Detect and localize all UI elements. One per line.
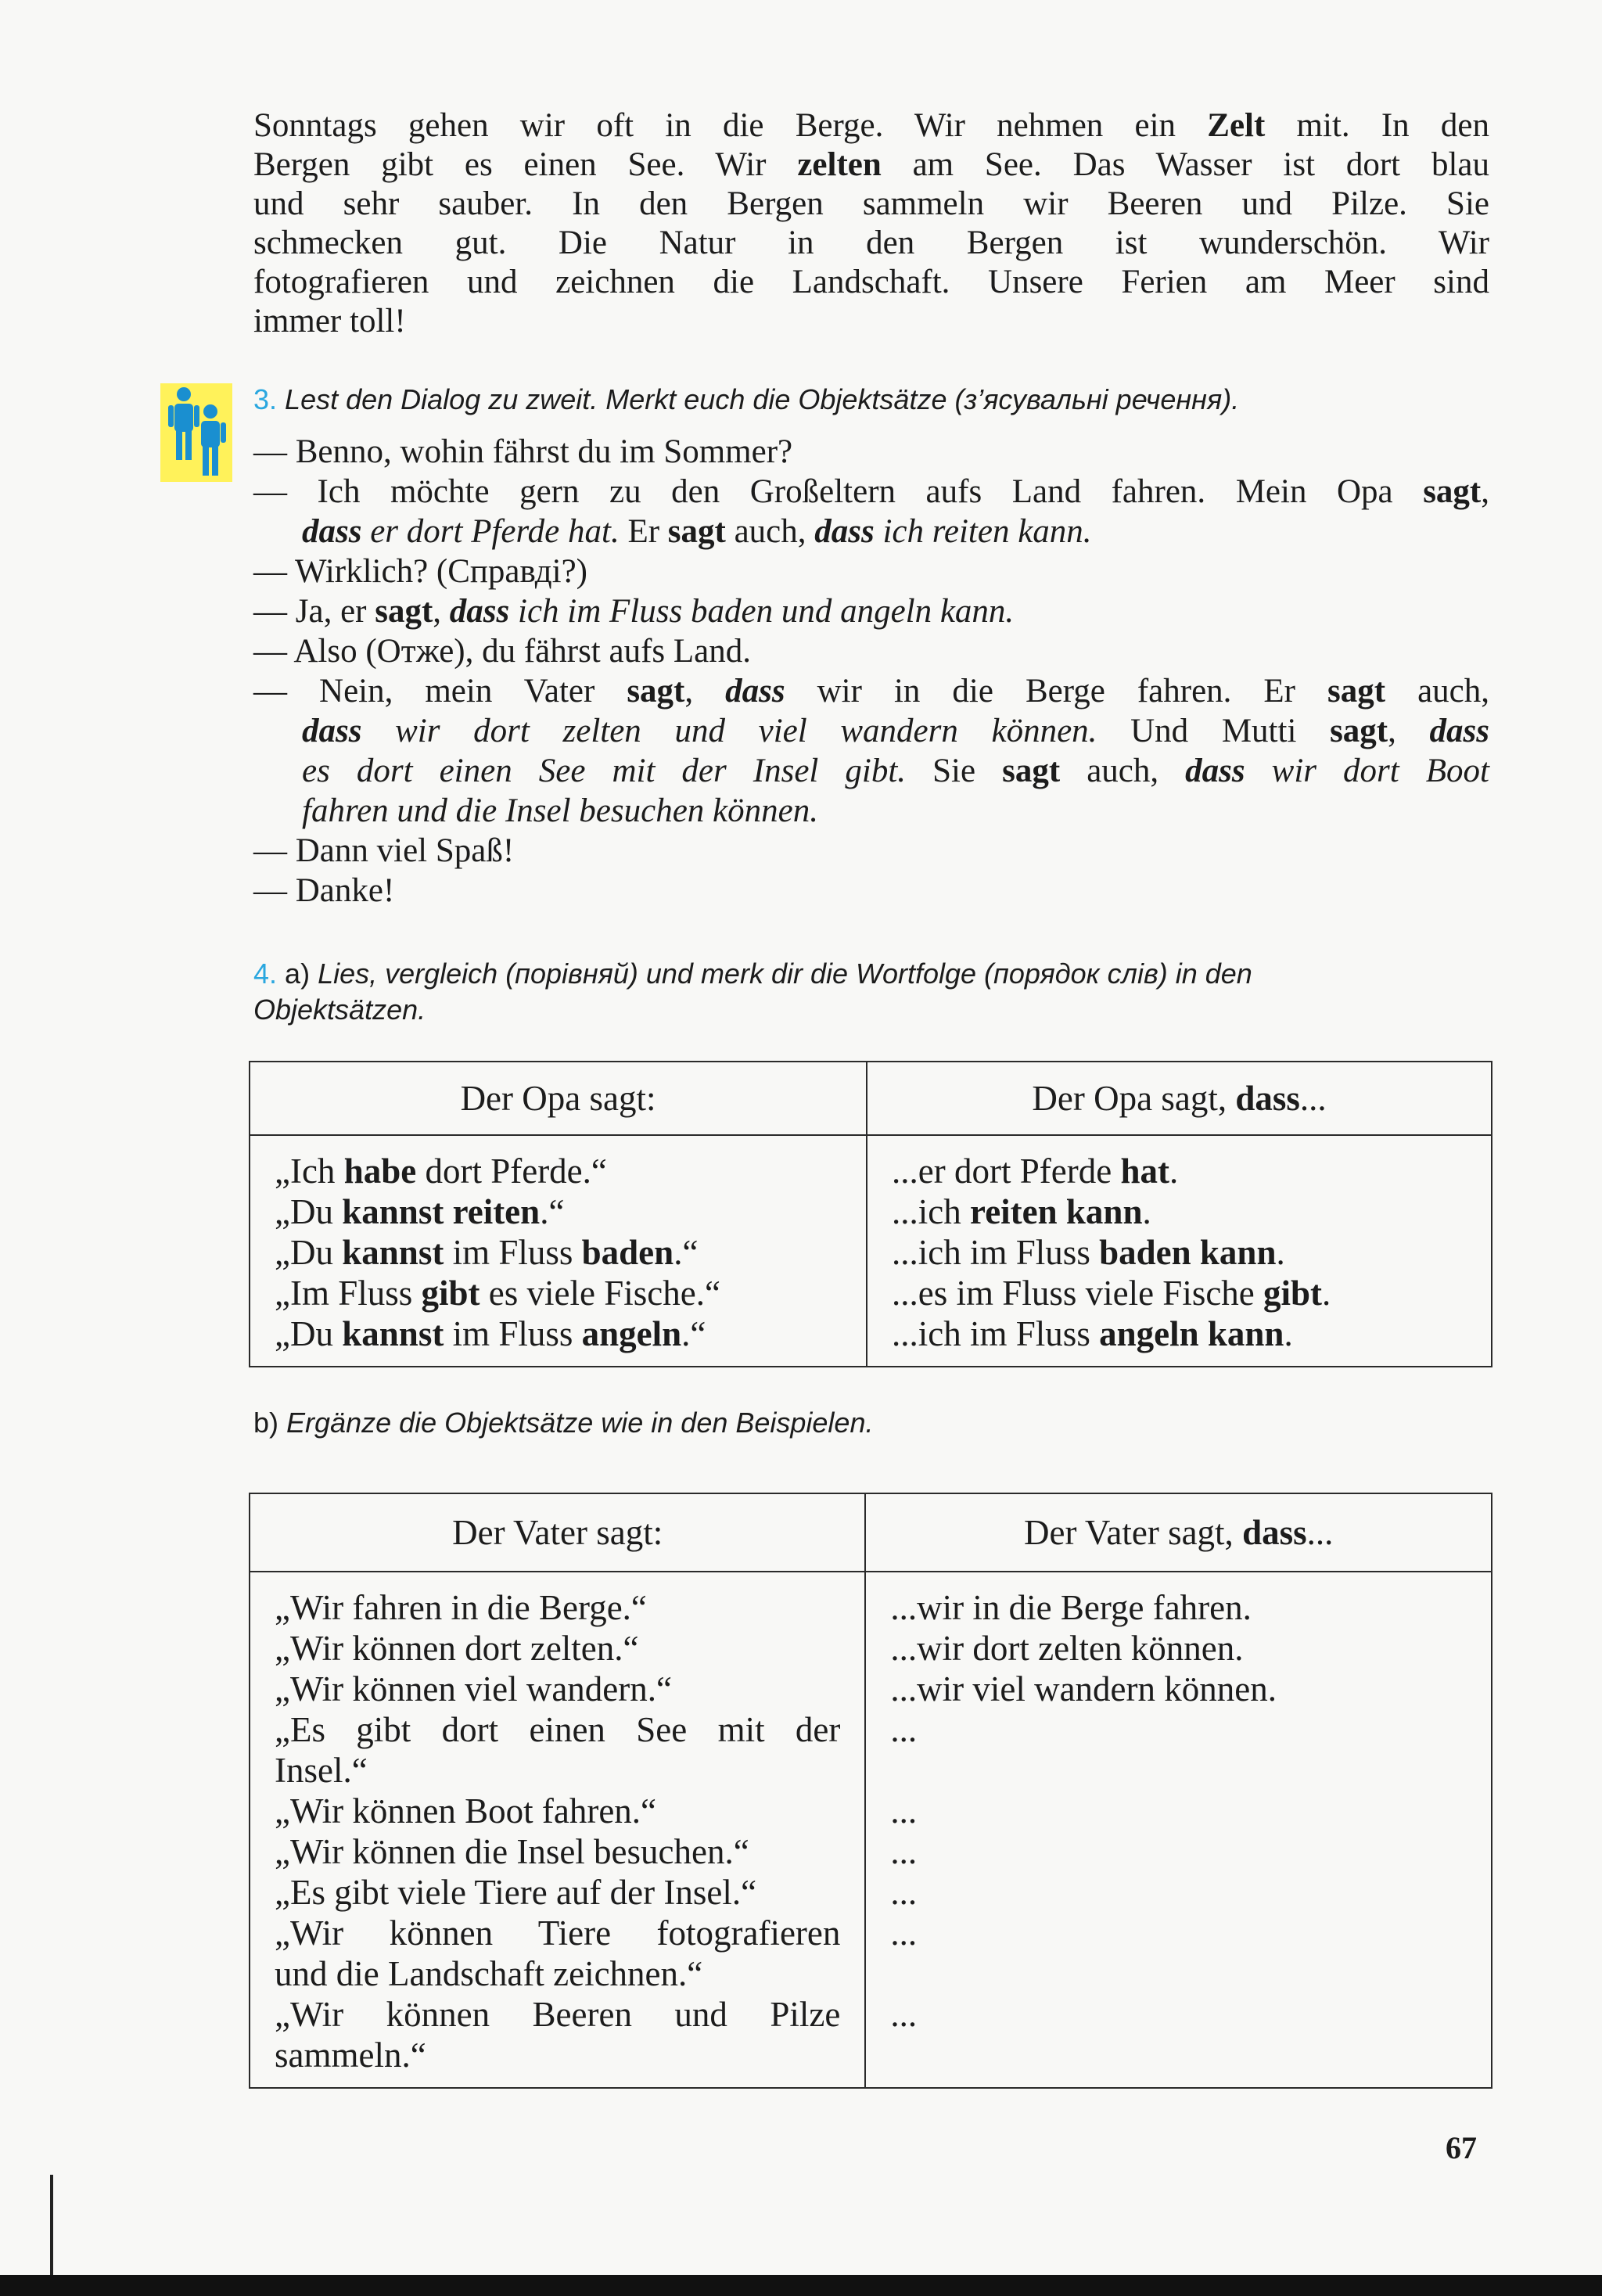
text-segment: .“ [673,1233,699,1272]
text-segment: sagt [375,593,433,630]
text-segment: sagt [1327,673,1386,710]
text-segment: auch, [1060,753,1186,789]
dialog-line [253,631,1489,671]
text-segment: dass [449,593,510,630]
vater-table [249,1493,1492,2089]
table-row [890,1953,1467,1994]
text-segment: ...wir in die Berge fahren. [890,1588,1252,1627]
text-segment: fahren und die Insel besuchen können. [302,792,818,829]
text-segment: baden kann [1099,1233,1277,1272]
intro-line [253,263,1489,302]
page-edge-mark [50,2175,53,2276]
text-segment: — Nein, mein Vater [253,673,627,710]
text-segment: sagt [627,673,685,710]
table-row [275,1273,842,1313]
text-segment: „Ich [275,1152,344,1191]
dialog-line [253,512,1489,552]
text-segment: , [1481,473,1489,510]
table-row [890,1831,1467,1872]
text-segment: ... [890,1832,918,1871]
text-segment: ...er dort Pferde [892,1152,1121,1191]
text-segment: habe [343,1152,417,1191]
text-segment: und die Landschaft zeichnen.“ [275,1954,703,1993]
table-row [275,1191,842,1232]
text-segment: am See. Das Wasser ist dort blau [881,146,1489,183]
table-row [890,1913,1467,1953]
table-row [890,1750,1467,1791]
opa-table-header-left: Der Opa sagt: [250,1062,867,1135]
text-segment: „Es gibt dort einen See mit der [275,1710,841,1749]
text-segment: „Im Fluss [275,1274,422,1313]
text-segment: angeln [581,1314,682,1353]
text-segment: — Benno, wohin fährst du im Sommer? [253,433,793,470]
text-segment: ich im Fluss baden und angeln kann. [509,593,1015,630]
text-segment: , [684,673,726,710]
text-segment: ... [890,1791,918,1831]
text-segment: dass [302,513,362,550]
text-segment: dort Pferde.“ [416,1152,607,1191]
text-segment: — Dann viel Spaß! [253,832,515,869]
intro-line [253,106,1489,146]
table-row [890,1669,1467,1709]
text-segment: ...ich im Fluss [892,1314,1100,1353]
table-row [890,1872,1467,1913]
table-row [275,1669,840,1709]
task4b-text: Ergänze die Objektsätze wie in den Beispielen. [286,1407,874,1439]
text-segment: kannst reiten [342,1192,541,1231]
text-segment: . [1322,1274,1331,1313]
dialog-line [253,791,1489,831]
task4a-text-line1: Lies, vergleich (порівняй) und merk dir die Wortfolge (порядок слів) in den [318,958,1252,990]
text-segment: dass [1185,753,1245,789]
text-segment: dass [725,673,785,710]
table-row [892,1191,1467,1232]
text-segment: — Danke! [253,872,395,909]
text-segment: immer toll! [253,303,406,340]
text-segment: dass [814,513,875,550]
task4a-text-line2: Objektsätzen. [253,993,426,1026]
text-segment: auch, [1385,673,1490,710]
text-segment: gibt [1263,1274,1323,1313]
table-row [275,1232,842,1273]
text-segment: dass [1429,713,1490,749]
table-row [275,1628,840,1669]
dialog [253,432,1489,911]
task4a-instruction [253,956,1489,1028]
dialog-line [253,871,1489,911]
text-segment: mit. In den [1265,107,1489,144]
scan-bottom-edge [0,2275,1602,2296]
vater-object-clauses [867,1573,1490,2086]
text-segment: , [433,593,450,630]
text-segment: sagt [1002,753,1061,789]
text-segment: „Du [275,1233,343,1272]
text-segment: ... [890,1995,918,2034]
table-row [890,1709,1467,1750]
table-row [275,1953,840,1994]
text-segment: — Wirklich? (Справді?) [253,553,587,590]
text-segment: „Wir können die Insel besuchen.“ [275,1832,749,1871]
text-segment: fotografieren und zeichnen die Landschaft. Unsere Ferien am Meer sind [253,264,1489,300]
text-segment: im Fluss [444,1233,582,1272]
pair-work-icon [160,383,232,482]
table-row [275,1151,842,1191]
text-segment: reiten kann [970,1192,1143,1231]
table-row [275,1709,840,1750]
text-segment: . [1276,1233,1285,1272]
table-row [275,2035,840,2075]
table-row [890,1587,1467,1628]
table-row [275,1994,840,2035]
text-segment: dass [302,713,362,749]
page-number: 67 [1446,2130,1477,2165]
text-segment: Sonntags gehen wir oft in die Berge. Wir nehmen ein [253,107,1208,144]
text-segment: — Also (Отже), du fährst aufs Land. [253,633,751,670]
text-segment: — Ich möchte gern zu den Großeltern aufs Land fahren. Mein Opa [253,473,1424,510]
text-segment: „Wir können viel wandern.“ [275,1669,672,1709]
text-segment: sagt [1423,473,1482,510]
table-row [892,1273,1467,1313]
table-row [275,1913,840,1953]
vater-table-header-left: Der Vater sagt: [250,1493,865,1572]
vater-table-header-right: Der Vater sagt, dass... [865,1493,1492,1572]
intro-paragraph [253,106,1489,341]
dialog-line [253,831,1489,871]
text-segment: „Wir können dort zelten.“ [275,1629,639,1668]
intro-line [253,302,1489,341]
text-segment: „Wir können Boot fahren.“ [275,1791,657,1831]
table-row [890,1628,1467,1669]
text-segment: und sehr sauber. In den Bergen sammeln wir Beeren und Pilze. Sie [253,185,1489,222]
text-segment: im Fluss [444,1314,582,1353]
opa-direct-speech [251,1137,865,1365]
task3-instruction-text: Lest den Dialog zu zweit. Merkt euch die Objektsätze (з’ясувальні речення). [285,383,1240,415]
dialog-line [253,671,1489,711]
text-segment: ...ich [892,1192,971,1231]
dialog-line [253,552,1489,591]
task4b-instruction [253,1407,1489,1439]
intro-line [253,224,1489,263]
task4-number: 4. [253,958,278,990]
text-segment: wir dort zelten und viel wandern können. [361,713,1097,749]
text-segment: Zelt [1207,107,1266,144]
text-segment: .“ [540,1192,565,1231]
text-segment: Insel.“ [275,1751,368,1790]
opa-object-clauses [868,1137,1490,1365]
text-segment: gibt [421,1274,480,1313]
task4b-label: b) [253,1407,279,1439]
intro-line [253,146,1489,185]
text-segment: „Du [275,1314,343,1353]
table-row [275,1313,842,1354]
text-segment: es dort einen See mit der Insel gibt. [302,753,907,789]
dialog-line [253,751,1489,791]
opa-table-header-right: Der Opa sagt, dass... [867,1062,1492,1135]
text-segment: ...ich im Fluss [892,1233,1100,1272]
text-segment: „Es gibt viele Tiere auf der Insel.“ [275,1873,757,1912]
text-segment: „Wir können Tiere fotografieren [275,1913,841,1953]
dialog-line [253,591,1489,631]
text-segment: — Ja, er [253,593,375,630]
intro-line [253,185,1489,224]
dialog-line [253,432,1489,472]
text-segment: .“ [681,1314,706,1353]
table-row [890,2035,1467,2075]
text-segment: „Du [275,1192,343,1231]
text-segment: Und Mutti [1097,713,1331,749]
table-row [275,1750,840,1791]
dialog-line [253,472,1489,512]
text-segment: ...es im Fluss viele Fische [892,1274,1264,1313]
text-segment: ...wir dort zelten können. [890,1629,1244,1668]
text-segment: ...wir viel wandern können. [890,1669,1277,1709]
text-segment: sagt [1330,713,1388,749]
text-segment: auch, [725,513,815,550]
text-segment: . [1142,1192,1151,1231]
text-segment: ... [890,1913,918,1953]
text-segment: , [1388,713,1430,749]
text-segment: ... [890,1710,918,1749]
text-segment: Bergen gibt es einen See. Wir [253,146,798,183]
text-segment: kannst [342,1233,444,1272]
text-segment: baden [581,1233,674,1272]
table-row [275,1872,840,1913]
dialog-line [253,711,1489,751]
vater-direct-speech [251,1573,864,2086]
table-row [892,1151,1467,1191]
table-row [890,1791,1467,1831]
text-segment: er dort Pferde hat. [361,513,620,550]
table-row [892,1232,1467,1273]
text-segment: . [1169,1152,1179,1191]
text-segment: sagt [667,513,726,550]
task3-number: 3. [253,383,278,415]
text-segment: ... [890,1873,918,1912]
text-segment: „Wir können Beeren und Pilze [275,1995,841,2034]
text-segment: Sie [906,753,1003,789]
table-row [275,1587,840,1628]
text-segment: ich reiten kann. [874,513,1092,550]
text-segment: zelten [797,146,882,183]
text-segment: Er [619,513,668,550]
text-segment: schmecken gut. Die Natur in den Bergen ist wunderschön. Wir [253,225,1489,261]
text-segment: wir dort Boot [1245,753,1489,789]
text-segment: angeln kann [1099,1314,1284,1353]
text-segment: es viele Fische.“ [480,1274,720,1313]
text-segment: „Wir fahren in die Berge.“ [275,1588,647,1627]
table-row [892,1313,1467,1354]
table-row [890,1994,1467,2035]
task3-instruction [253,383,1521,416]
text-segment: kannst [342,1314,444,1353]
text-segment: hat [1120,1152,1169,1191]
text-segment: sammeln.“ [275,2035,426,2075]
task4a-label: a) [285,958,311,990]
table-row [275,1791,840,1831]
table-row [275,1831,840,1872]
opa-table [249,1061,1492,1367]
text-segment: wir in die Berge fahren. Er [785,673,1328,710]
text-segment: . [1284,1314,1293,1353]
